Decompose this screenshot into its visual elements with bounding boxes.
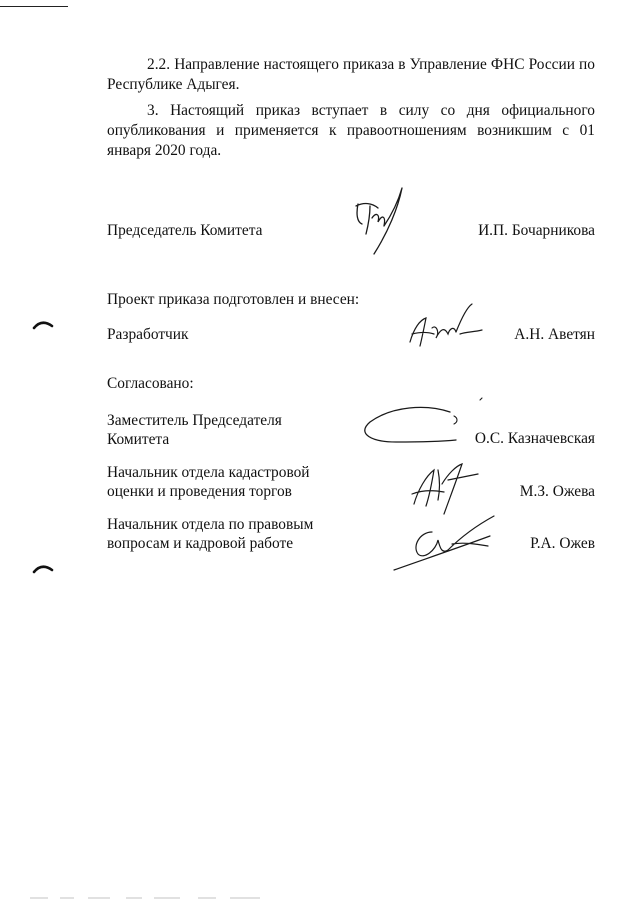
margin-punch-mark-lower xyxy=(32,564,54,574)
paragraph-3: 3. Настоящий приказ вступает в силу со дня официального опубликования и применяется к правоотношениям возникшим с 01 января 2020 года. xyxy=(107,102,595,159)
legal-head-role xyxy=(107,515,313,553)
deputy-chairman-signature xyxy=(356,396,488,450)
legal-head-role-line-2: вопросам и кадровой работе xyxy=(107,535,294,552)
developer-signature xyxy=(404,298,488,358)
deputy-chairman-role-line-2: Комитета xyxy=(107,431,170,448)
cadastre-head-role xyxy=(107,463,310,501)
legal-head-role-line-1: Начальник отдела по правовым xyxy=(107,516,314,533)
cadastre-head-name: М.З. Ожева xyxy=(519,483,595,500)
developer-role: Разработчик xyxy=(107,326,189,343)
legal-head-name: Р.А. Ожев xyxy=(530,535,595,552)
prepared-heading: Проект приказа подготовлен и внесен: xyxy=(107,291,360,308)
developer-name: А.Н. Аветян xyxy=(514,326,595,343)
paragraph-2-2: 2.2. Направление настоящего приказа в Управление ФНС России по Республике Адыгея. xyxy=(107,56,595,93)
cadastre-head-role-line-1: Начальник отдела кадастровой xyxy=(107,464,310,481)
chairman-role: Председатель Комитета xyxy=(107,222,263,239)
scan-artifact-footer xyxy=(30,896,270,900)
agreed-heading: Согласовано: xyxy=(107,375,194,392)
cadastre-head-role-line-2: оценки и проведения торгов xyxy=(107,483,292,500)
deputy-chairman-role-line-1: Заместитель Председателя xyxy=(107,412,282,429)
deputy-chairman-role xyxy=(107,411,282,449)
margin-punch-mark-upper xyxy=(32,320,54,330)
chairman-name: И.П. Бочарникова xyxy=(478,222,595,239)
legal-head-signature xyxy=(392,510,500,576)
chairman-signature xyxy=(348,184,412,260)
deputy-chairman-name: О.С. Казначевская xyxy=(474,430,595,447)
top-rule xyxy=(0,6,68,7)
